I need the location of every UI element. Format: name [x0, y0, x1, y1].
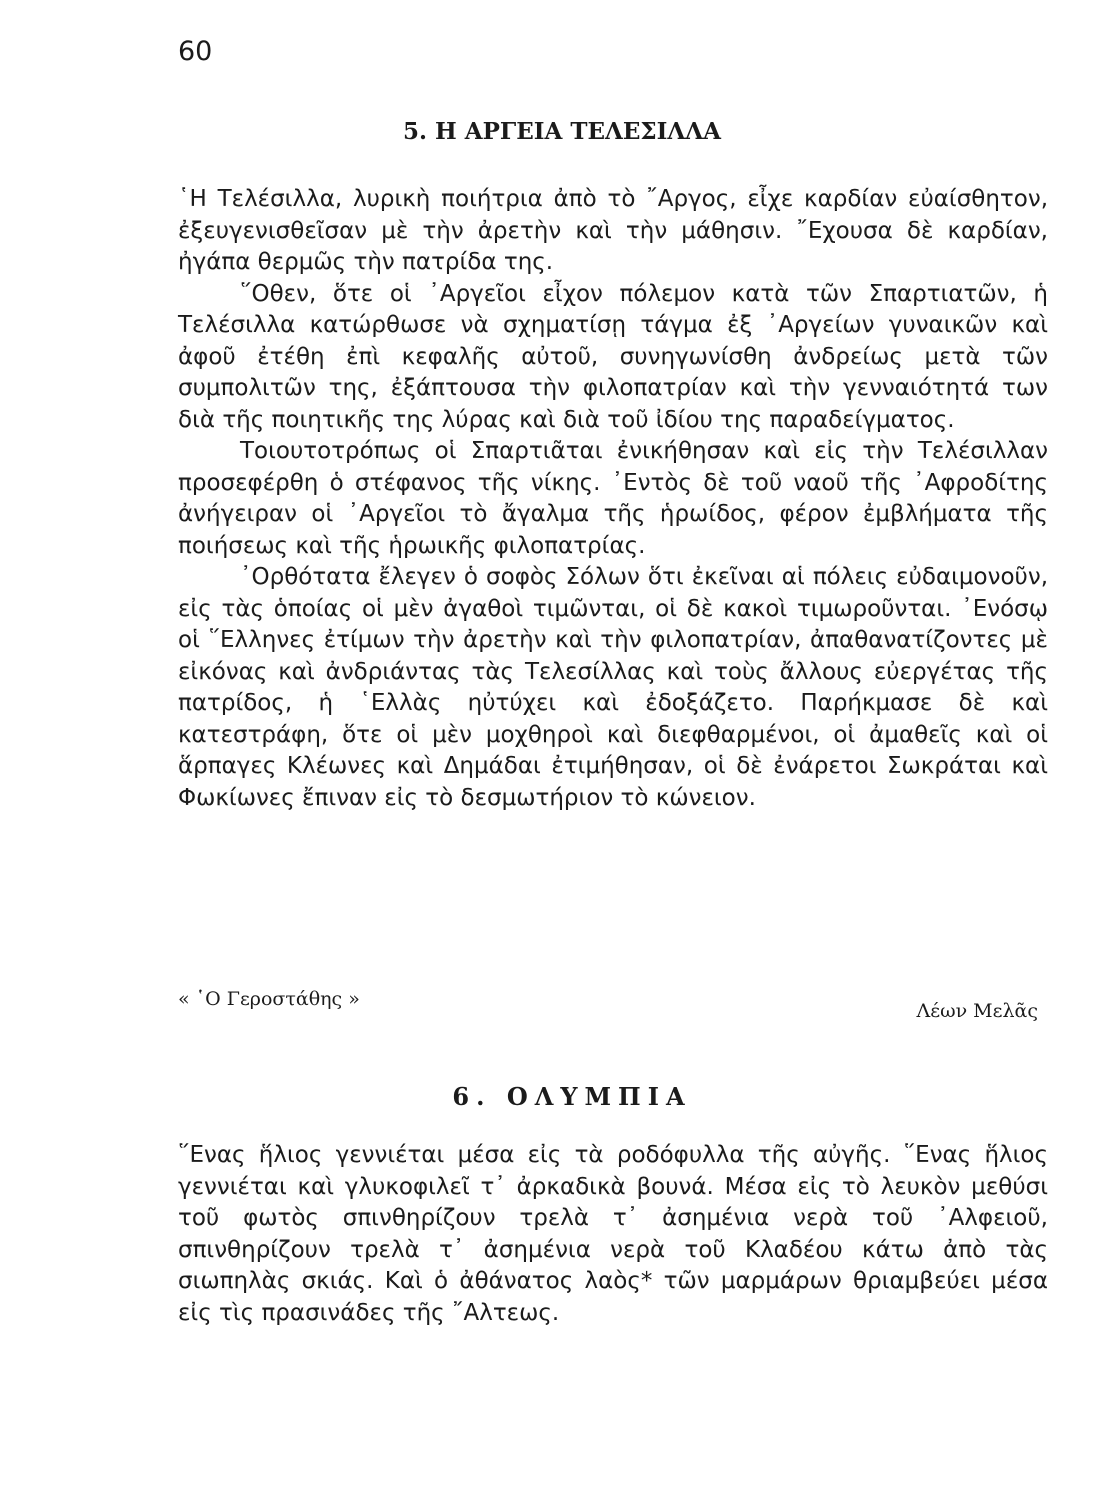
paragraph: ῞Οθεν, ὅτε οἱ ᾿Αργεῖοι εἶχον πόλεμον κατὰ τῶν Σπαρτιατῶν, ἡ Τελέσιλλα κατώρθωσε νὰ σχηματίσῃ τάγμα ἐξ ᾿Αργείων γυναικῶν καὶ ἀφοῦ ἐτέθη ἐπὶ κεφαλῆς αὐτοῦ, συνηγωνίσθη ἀνδρείως μετὰ τῶν συμπολιτῶν της, ἐξάπτουσα τὴν φιλοπατρίαν καὶ τὴν γενναιότητά των διὰ τῆς ποιητικῆς της λύρας καὶ διὰ τοῦ ἰδίου της παραδείγματος.	[178, 280, 1048, 433]
section-body	[178, 184, 1048, 814]
section-title: 6. ΟΛΥΜΠΙΑ	[452, 1082, 692, 1111]
section-title: 5. Η ΑΡΓΕΙΑ ΤΕΛΕΣΙΛΛΑ	[403, 118, 721, 145]
paragraph: ᾿Ορθότατα ἔλεγεν ὁ σοφὸς Σόλων ὅτι ἐκεῖναι αἱ πόλεις εὐδαιμονοῦν, εἰς τὰς ὁποίας οἱ μὲν ἀγαθοὶ τιμῶνται, οἱ δὲ κακοὶ τιμωροῦνται. ᾿Ενόσῳ οἱ ῞Ελληνες ἐτίμων τὴν ἀρετὴν καὶ τὴν φιλοπατρίαν, ἀπαθανατίζοντες μὲ εἰκόνας καὶ ἀνδριάντας τὰς Τελεσίλλας καὶ τοὺς ἄλλους εὐεργέτας τῆς πατρίδος, ἡ ῾Ελλὰς ηὐτύχει καὶ ἐδοξάζετο. Παρήκμασε δὲ καὶ κατεστράφη, ὅτε οἱ μὲν μοχθηροὶ καὶ διεφθαρμένοι, οἱ ἀμαθεῖς καὶ οἱ ἅρπαγες Κλέωνες καὶ Δημάδαι ἐτιμήθησαν, οἱ δὲ ἐνάρετοι Σωκράται καὶ Φωκίωνες ἔπιναν εἰς τὸ δεσμωτήριον τὸ κώνειον.	[178, 564, 1048, 811]
source-citation: « ῾Ο Γεροστάθης »	[178, 988, 360, 1010]
paragraph: ῾Η Τελέσιλλα, λυρικὴ ποιήτρια ἀπὸ τὸ ῎Αργος, εἶχε καρδίαν εὐαίσθητον, ἐξευγενισθεῖσαν μὲ τὴν ἀρετὴν καὶ τὴν μάθησιν. ῎Εχουσα δὲ καρδίαν, ἠγάπα θερμῶς τὴν πατρίδα της.	[178, 186, 1048, 275]
paragraph: Τοιουτοτρόπως οἱ Σπαρτιᾶται ἐνικήθησαν καὶ εἰς τὴν Τελέσιλλαν προσεφέρθη ὁ στέφανος τῆς νίκης. ᾿Εντὸς δὲ τοῦ ναοῦ τῆς ᾿Αφροδίτης ἀνήγειραν οἱ ᾿Αργεῖοι τὸ ἄγαλμα τῆς ἡρωίδος, φέρον ἐμβλήματα τῆς ποιήσεως καὶ τῆς ἡρωικῆς φιλοπατρίας.	[178, 438, 1048, 559]
author-name: Λέων Μελᾶς	[916, 1000, 1038, 1022]
paragraph: ῞Ενας ἥλιος γεννιέται μέσα εἰς τὰ ροδόφυλλα τῆς αὐγῆς. ῞Ενας ἥλιος γεννιέται καὶ γλυκοφιλεῖ τ᾿ ἀρκαδικὰ βουνά. Μέσα εἰς τὸ λευκὸν μεθύσι τοῦ φωτὸς σπινθηρίζουν τρελὰ τ᾿ ἀσημένια νερὰ τοῦ ᾿Αλφειοῦ, σπινθηρίζουν τρελὰ τ᾿ ἀσημένια νερὰ τοῦ Κλαδέου κάτω ἀπὸ τὰς σιωπηλὰς σκιάς. Καὶ ὁ ἀθάνατος λαὸς* τῶν μαρμάρων θριαμβεύει μέσα εἰς τὶς πρασινάδες τῆς ῎Αλτεως.	[178, 1142, 1048, 1326]
page-number: 60	[178, 36, 213, 67]
section-body	[178, 1140, 1048, 1329]
